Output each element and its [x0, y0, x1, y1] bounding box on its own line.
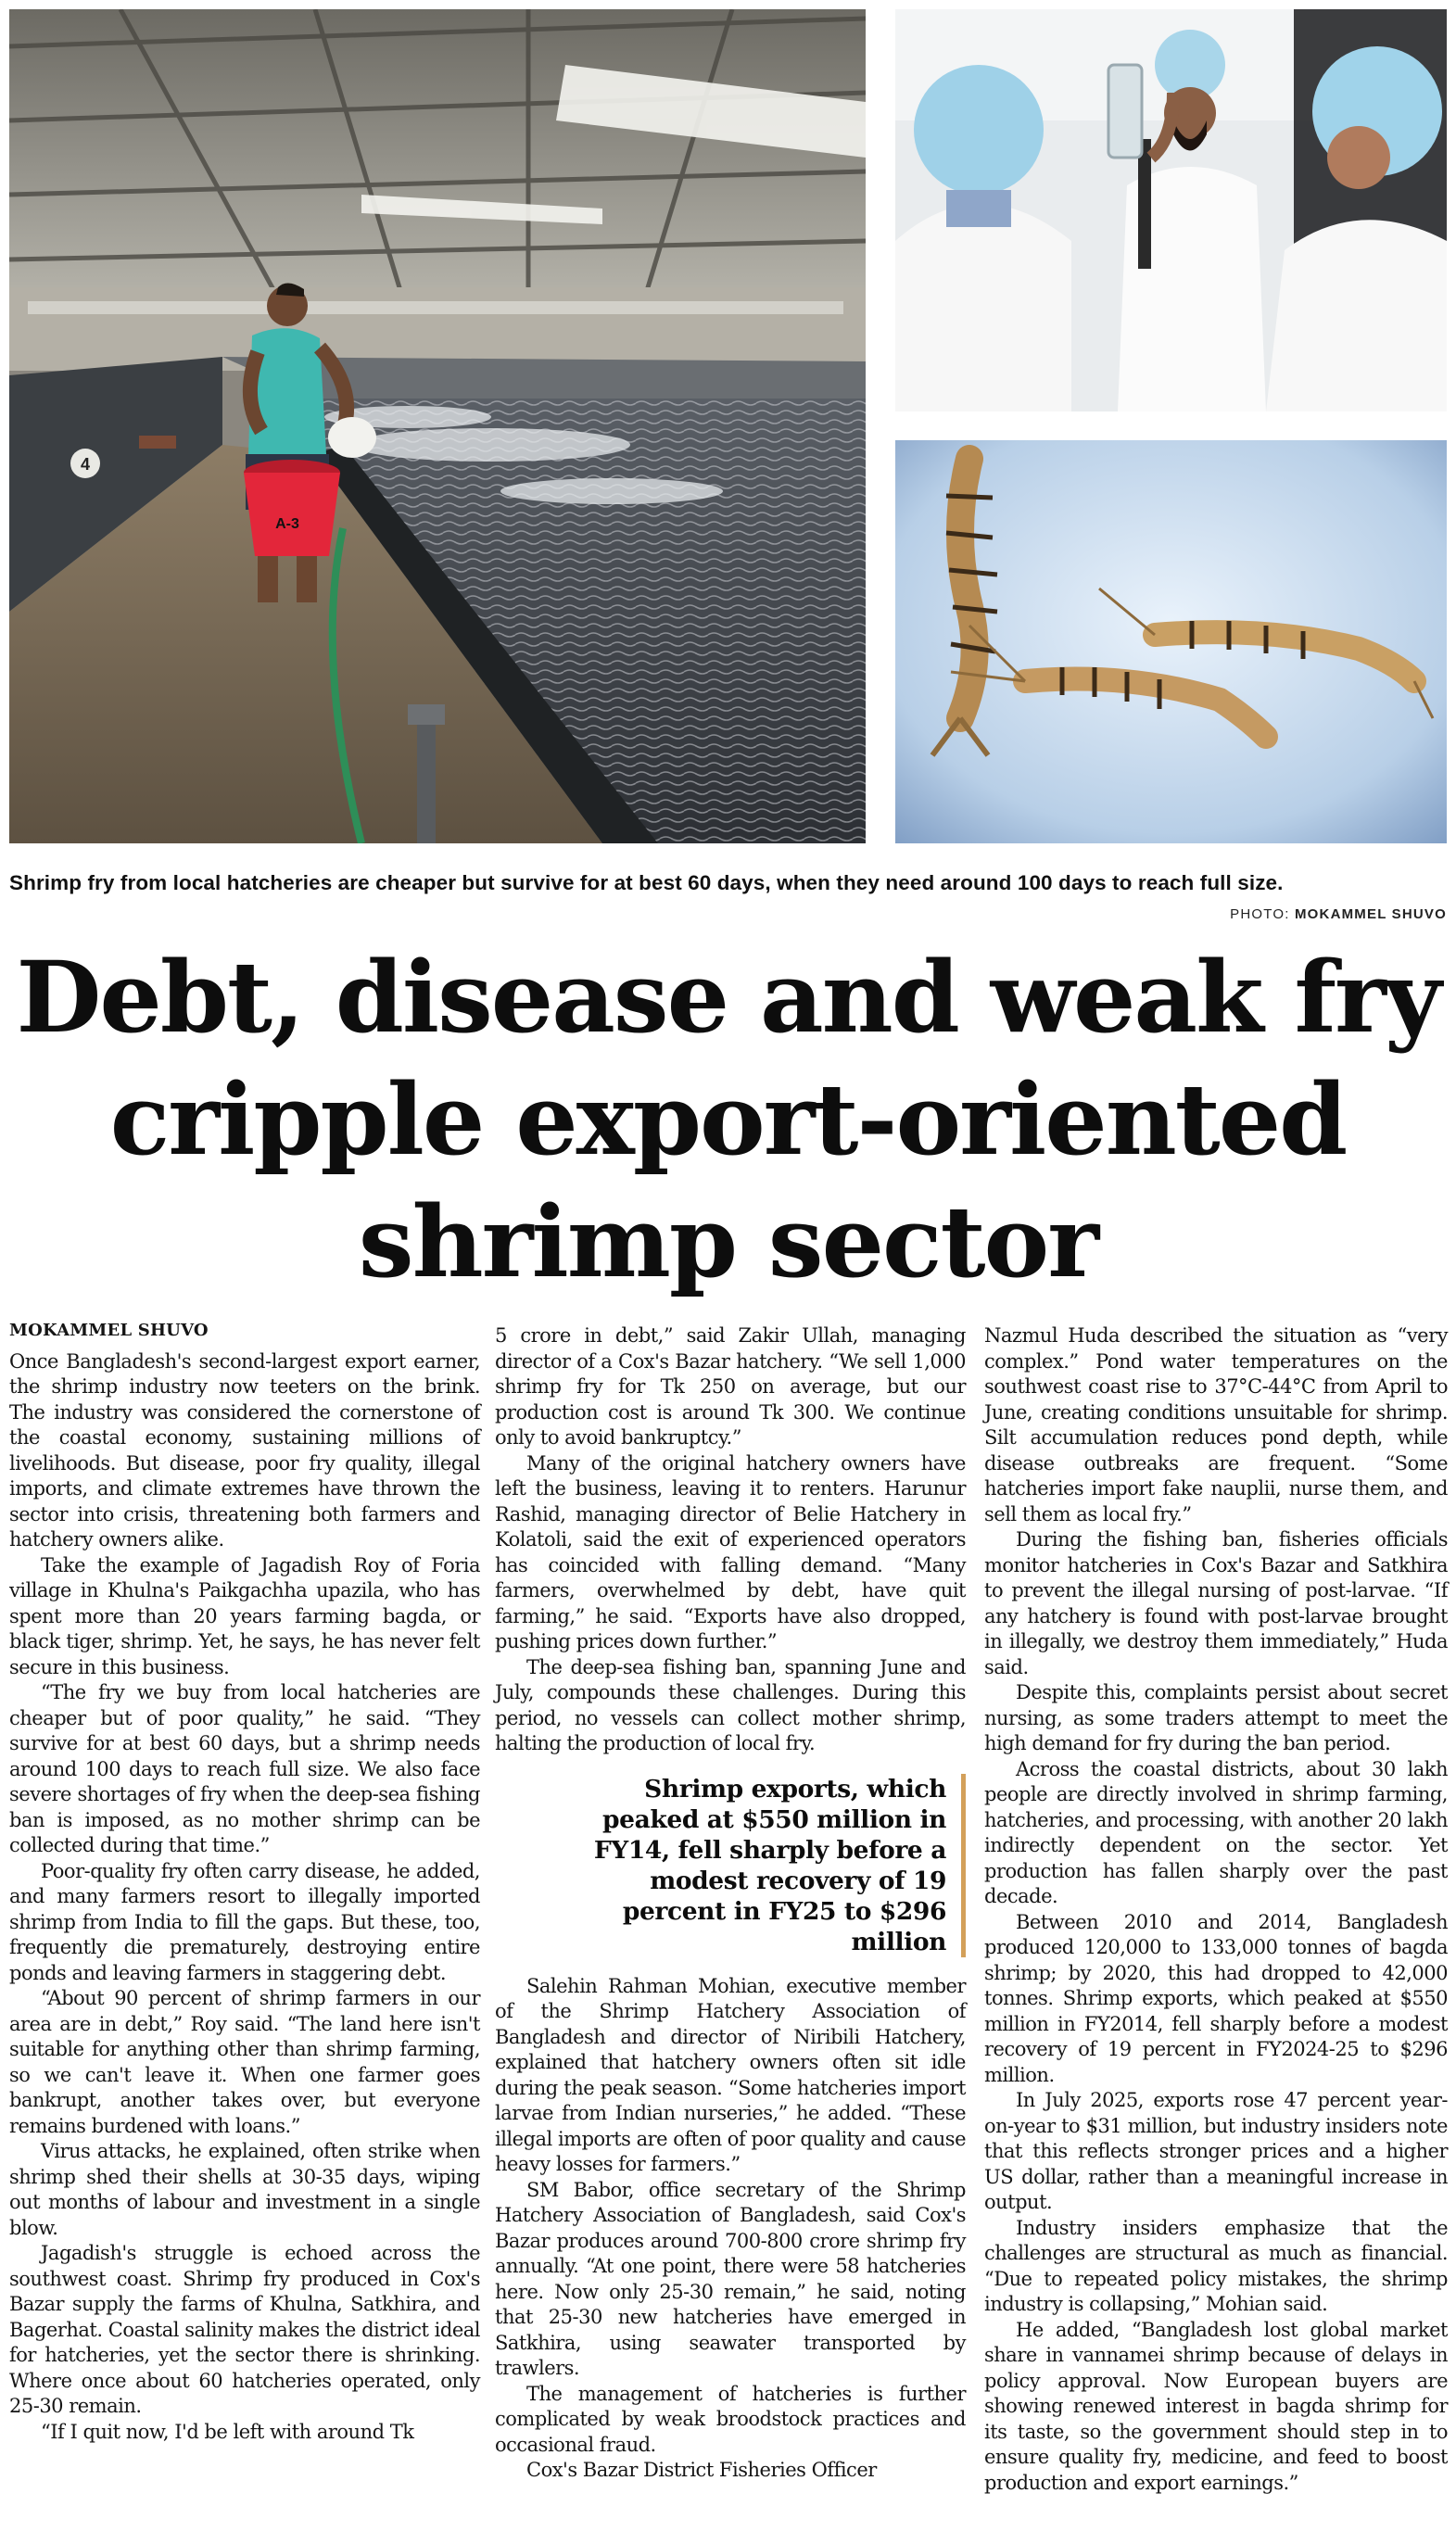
paragraph: Between 2010 and 2014, Bangladesh produced 120,000 to 133,000 tonnes of bagda shrimp; by 2020, this had dropped to 42,000 tonnes. Shrimp exports, which peaked at $550 million in FY2014, fell sharply before a modest recovery of 19 percent in FY2024-25 to $296 million.: [984, 1910, 1448, 2086]
photo-credit-label: PHOTO:: [1230, 906, 1290, 922]
paragraph: Virus attacks, he explained, often strike when shrimp shed their shells at 30-35 days, wiping out months of labour and investment in a single blow.: [9, 2140, 480, 2239]
paragraph: “If I quit now, I'd be left with around Tk: [41, 2420, 414, 2443]
paragraph: Across the coastal districts, about 30 lakh people are directly involved in shrimp farming, hatcheries, and processing, with another 20 lakh indirectly dependent on the sector. Yet production has fallen sharply over the past decade.: [984, 1757, 1448, 1907]
paragraph: In July 2025, exports rose 47 percent year-on-year to $31 million, but industry insiders note that this reflects stronger prices and a higher US dollar, rather than a meaningful increase in output.: [984, 2089, 1448, 2213]
article-column-2: [495, 1323, 966, 2484]
paragraph: The deep-sea fishing ban, spanning June and July, compounds these challenges. During this period, no vessels can collect mother shrimp, halting the production of local fry.: [495, 1655, 966, 1754]
paragraph: Nazmul Huda described the situation as “very complex.” Pond water temperatures on the southwest coast rise to 37°C-44°C from April to June, creating conditions unsuitable for shrimp. Silt accumulation reduces pond depth, while disease outbreaks are frequent. “Some hatcheries import fake nauplii, nurse them, and sell them as local fry.”: [984, 1324, 1448, 1525]
paragraph: During the fishing ban, fisheries officials monitor hatcheries in Cox's Bazar and Satkhira to prevent the illegal nursing of post-larvae. “If any hatchery is found with post-larvae brought in illegally, we destroy them immediately,” Huda said.: [984, 1528, 1448, 1678]
article-column-1: [9, 1323, 480, 2445]
laboratory-photo-illustration: [895, 9, 1447, 411]
bucket-label-text: A-3: [275, 516, 299, 532]
red-bucket: [244, 460, 340, 556]
wall-number-text: 4: [80, 455, 91, 474]
pull-quote: Shrimp exports, which peaked at $550 million in FY14, fell sharply before a modest recovery of 19 percent in FY25 to $296 million: [580, 1774, 966, 1957]
paragraph: Jagadish's struggle is echoed across the southwest coast. Shrimp fry produced in Cox's Bazar supply the farms of Khulna, Satkhira, and Bagerhat. Coastal salinity makes the district ideal for hatcheries, yet the sector there is shrinking. Where once about 60 hatcheries operated, only 25-30 remain.: [9, 2242, 480, 2417]
article-column-3: [984, 1323, 1448, 2496]
paragraph: Take the example of Jagadish Roy of Foria village in Khulna's Paikgachha upazila, who has spent more than 20 years farming bagda, or black tiger, shrimp. Yet, he says, he has never felt secure in this business.: [9, 1553, 480, 1678]
photo-credit: [1230, 906, 1447, 922]
paragraph: The management of hatcheries is further complicated by weak broodstock practices and occasional fraud.: [495, 2382, 966, 2456]
paragraph: 5 crore in debt,” said Zakir Ullah, managing director of a Cox's Bazar hatchery. “We sell 1,000 shrimp fry for Tk 250 on average, but our production cost is around Tk 300. We continue only to avoid bankruptcy.”: [495, 1324, 966, 1449]
shrimp-photo: [895, 440, 1447, 843]
hatchery-photo: [9, 9, 866, 843]
paragraph: Many of the original hatchery owners have left the business, leaving it to renters. Harunur Rashid, managing director of Belie Hatchery in Kolatoli, said the exit of experienced operators has coincided with falling demand. “Many farmers, overwhelmed by debt, have quit farming,” he said. “Exports have also dropped, pushing prices down further.”: [495, 1451, 966, 1652]
paragraph: SM Babor, office secretary of the Shrimp Hatchery Association of Bangladesh, said Cox's Bazar produces around 700-800 crore shrimp fry annually. “At one point, there were 58 hatcheries here. Now only 25-30 remain,” he said, noting that 25-30 new hatcheries have emerged in Satkhira, using seawater transported by trawlers.: [495, 2178, 966, 2379]
byline: MOKAMMEL SHUVO: [9, 1321, 209, 1340]
headline: Debt, disease and weak fry cripple export-oriented shrimp sector: [16, 939, 1440, 1299]
paragraph: Poor-quality fry often carry disease, he added, and many farmers resort to illegally imported shrimp from India to fill the gaps. But these, too, frequently die prematurely, destroying entire ponds and leaving farmers in staggering debt.: [9, 1859, 480, 1984]
paragraph: Cox's Bazar District Fisheries Officer: [526, 2459, 877, 2481]
paragraph: “The fry we buy from local hatcheries are cheaper but of poor quality,” he said. “They survive for at best 60 days, but a shrimp needs around 100 days to reach full size. We also face severe shortages of fry when the deep-sea fishing ban is imposed, as no mother shrimp can be collected during that time.”: [9, 1681, 480, 1856]
photo-credit-name: MOKAMMEL SHUVO: [1294, 906, 1447, 922]
paragraph: Industry insiders emphasize that the challenges are structural as much as financial. “Due to repeated policy mistakes, the shrimp industry is collapsing,” Mohian said.: [984, 2216, 1448, 2315]
paragraph: Salehin Rahman Mohian, executive member of the Shrimp Hatchery Association of Bangladesh and director of Niribili Hatchery, explained that hatchery owners often sit idle during the peak season. “Some hatcheries import larvae from Indian nurseries,” he added. “These illegal imports are often of poor quality and cause heavy losses for farmers.”: [495, 1974, 966, 2175]
photo-caption: Shrimp fry from local hatcheries are cheaper but survive for at best 60 days, when they need around 100 days to reach full size.: [9, 871, 1284, 894]
paragraph: Once Bangladesh's second-largest export earner, the shrimp industry now teeters on the brink. The industry was considered the cornerstone of the coastal economy, sustaining millions of livelihoods. But disease, poor fry quality, illegal imports, and climate extremes have thrown the sector into crisis, threatening both farmers and hatchery owners alike.: [9, 1349, 480, 1550]
paragraph: Despite this, complaints persist about secret nursing, as some traders attempt to meet the high demand for fry during the ban period.: [984, 1681, 1448, 1754]
paragraph: He added, “Bangladesh lost global market share in vannamei shrimp because of delays in policy approval. Now European buyers are showing renewed interest in bagda shrimp for its taste, so the government should step in to ensure quality fry, medicine, and feed to boost production and export earnings.”: [984, 2318, 1448, 2494]
shrimp-photo-illustration: [895, 440, 1447, 843]
paragraph: “About 90 percent of shrimp farmers in our area are in debt,” Roy said. “The land here isn't suitable for anything other than shrimp farming, so we can't leave it. When one farmer goes bankrupt, another takes over, but everyone remains burdened with loans.”: [9, 1987, 480, 2137]
laboratory-photo: [895, 9, 1447, 411]
hatchery-photo-illustration: [9, 9, 866, 843]
